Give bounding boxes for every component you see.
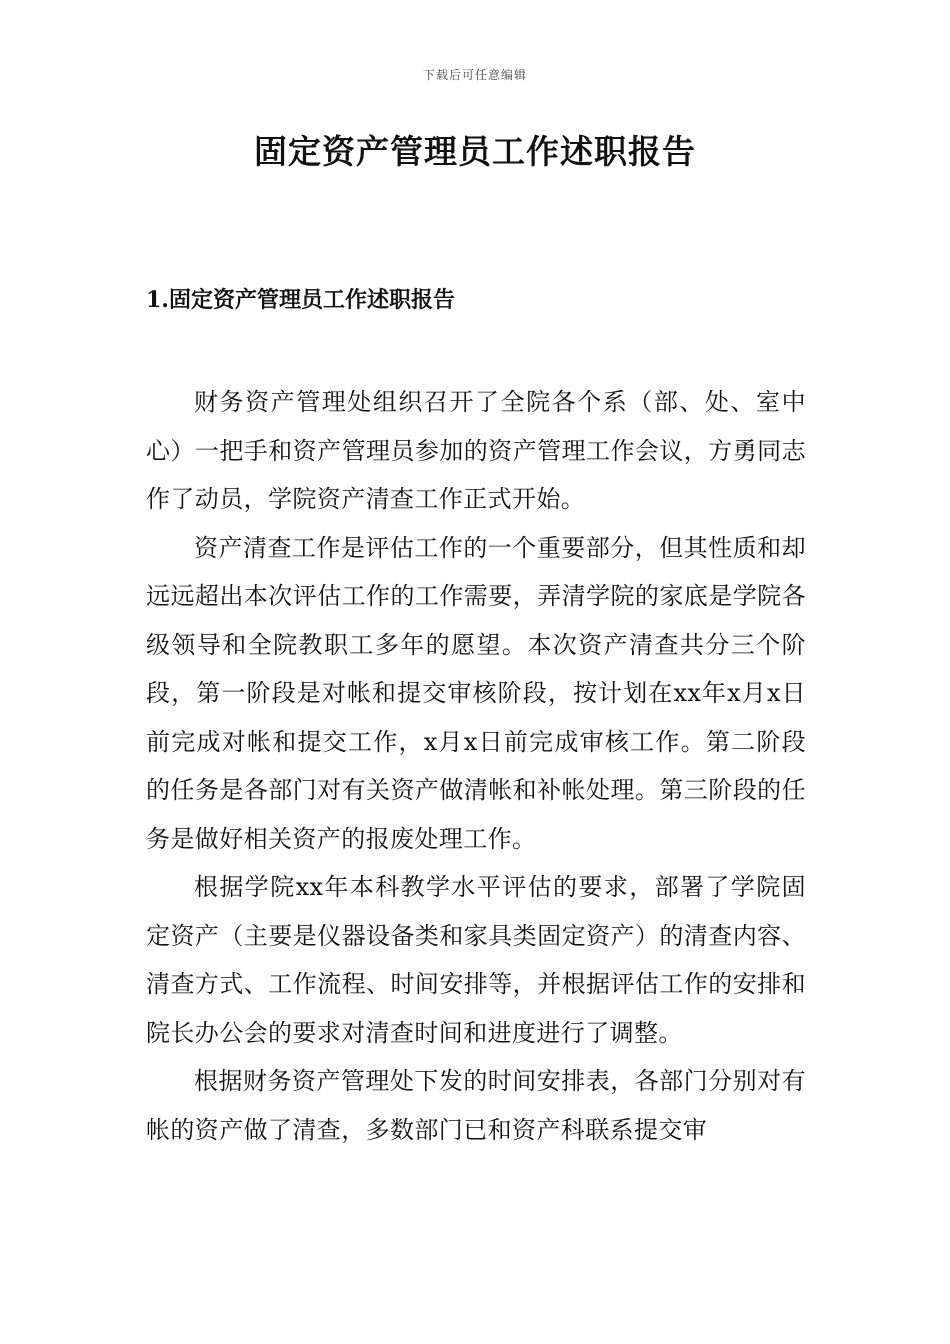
paragraph: 财务资产管理处组织召开了全院各个系（部、处、室中心）一把手和资产管理员参加的资产管理工作会议，方勇同志作了动员，学院资产清查工作正式开始。: [146, 388, 806, 513]
header-note: 下载后可任意编辑: [422, 68, 527, 82]
paragraph: 根据财务资产管理处下发的时间安排表，各部门分别对有帐的资产做了清查，多数部门已和资产科联系提交审: [146, 1067, 806, 1144]
paragraph: 资产清查工作是评估工作的一个重要部分，但其性质和却远远超出本次评估工作的工作需要，弄清学院的家底是学院各级领导和全院教职工多年的愿望。本次资产清查共分三个阶段，第一阶段是对帐和提交审核阶段，按计划在xx年x月x日前完成对帐和提交工作，x月x日前完成审核工作。第二阶段的任务是各部门对有关资产做清帐和补帐处理。第三阶段的任务是做好相关资产的报废处理工作。: [146, 533, 806, 853]
body-text: [146, 378, 806, 1154]
paragraph: 根据学院xx年本科教学水平评估的要求，部署了学院固定资产（主要是仪器设备类和家具类固定资产）的清查内容、清查方式、工作流程、时间安排等，并根据评估工作的安排和院长办公会的要求对清查时间和进度进行了调整。: [146, 873, 806, 1047]
section-heading: 1.固定资产管理员工作述职报告: [146, 287, 455, 313]
document-title: 固定资产管理员工作述职报告: [254, 132, 696, 171]
